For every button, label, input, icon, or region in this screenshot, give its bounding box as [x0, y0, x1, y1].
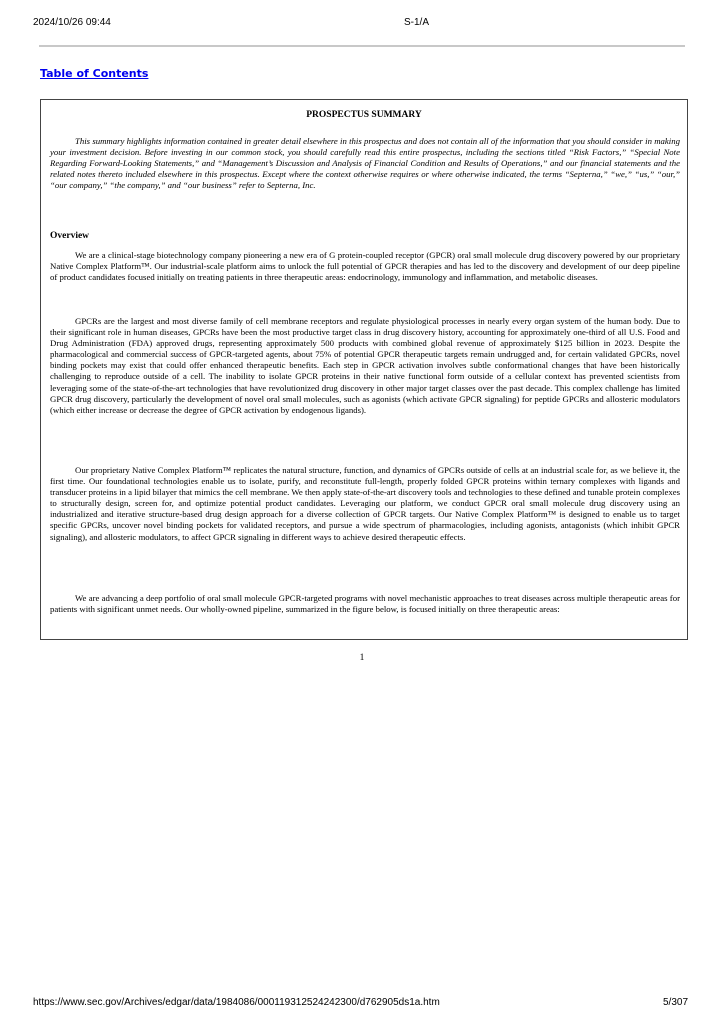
overview-heading: Overview	[50, 231, 90, 241]
overview-paragraph-1	[50, 250, 680, 283]
print-doc-title: S-1/A	[404, 17, 430, 28]
overview-paragraph-3	[50, 465, 680, 543]
paragraph-text: We are a clinical-stage biotechnology company pioneering a new era of G protein-coupled receptor (GPCR) oral small molecule drug discovery powered by our proprietary Native Complex Platform™. Our industrial-scale platform aims to unlock the full potential of GPCR therapies and has led to the discovery and development of our deep pipeline of product candidates focused initially on treating patients in three therapeutic areas: endocrinology, immunology and inflammation, and metabolic diseases.	[50, 250, 680, 283]
table-of-contents-link[interactable]: Table of Contents	[40, 67, 149, 80]
section-title: PROSPECTUS SUMMARY	[306, 110, 422, 120]
page-number: 1	[359, 653, 365, 663]
intro-text: This summary highlights information contained in greater detail elsewhere in this prospectus and does not contain all of the information that you should consider in making your investment decision. Before investing in our common stock, you should carefully read this entire prospectus, including the sections titled “Risk Factors,” “Special Note Regarding Forward-Looking Statements,” and “Management’s Discussion and Analysis of Financial Condition and Results of Operations,” and our financial statements and the related notes thereto included elsewhere in this prospectus. Except where the context otherwise requires or where otherwise indicated, the terms “Septerna,” “we,” “us,” “our,” “our company,” “the company,” and “our business” refer to Septerna, Inc.	[50, 136, 680, 191]
print-timestamp: 2024/10/26 09:44	[33, 17, 111, 28]
paragraph-text: Our proprietary Native Complex Platform™ replicates the natural structure, function, and dynamics of GPCRs outside of cells at an industrial scale for, as we believe it, the first time. Our foundational technologies enable us to isolate, purify, and reconstitute full-length, properly folded GPCR proteins within ternary complexes with ligands and transducer proteins in a lipid bilayer that mimics the cell membrane. We then apply state-of-the-art discovery tools and technologies to these defined and tunable protein complexes to structurally design, screen for, and optimize potential product candidates. Leveraging our platform, we conduct GPCR oral small molecule drug discovery using an industrialized and iterative structure-based drug design approach for a diverse collection of GPCR targets. Our Native Complex Platform™ is designed to enable us to target specific GPCRs, uncover novel binding pockets for validated receptors, and pursue a wide spectrum of pharmacologies, including agonists, antagonists (which inhibit GPCR signaling), and allosteric modulators, to affect GPCR signaling in different ways to achieve desired therapeutic effects.	[50, 465, 680, 542]
paragraph-text: We are advancing a deep portfolio of oral small molecule GPCR-targeted programs with novel mechanistic approaches to treat diseases across multiple therapeutic areas for patients with significant unmet needs. Our wholly-owned pipeline, summarized in the figure below, is focused initially on three therapeutic areas:	[50, 593, 680, 615]
overview-paragraph-4	[50, 593, 680, 615]
intro-paragraph	[50, 136, 680, 191]
overview-paragraph-2	[50, 316, 680, 416]
top-divider	[39, 45, 685, 47]
paragraph-text: GPCRs are the largest and most diverse family of cell membrane receptors and regulate physiological processes in nearly every organ system of the human body. Due to their significant role in human diseases, GPCRs have been the most productive target class in drug discovery history, accounting for approximately one-third of all U.S. Food and Drug Administration (FDA) approved drugs, representing approximately 500 products with combined global revenue of approximately $125 billion in 2023. Despite the pharmacological and commercial success of GPCR-targeted agents, about 75% of potential GPCR therapeutic targets remain undrugged and, for certain validated GPCRs, novel binding pockets may exist that could offer enhanced therapeutic benefits. Each step in GPCR activation involves subtle conformational changes that have been historically challenging to reproduce outside of a cell. The inability to isolate GPCR proteins in their native functional form outside of a cellular context has prevented scientists from leveraging some of the state-of-the-art technologies that have revolutionized drug discovery in other major target classes over the past decade. This complex challenge has limited GPCR drug discovery, particularly the development of novel oral small molecules, such as agonists (which activate GPCR signaling) for peptide GPCRs and allosteric modulators (which either increase or decrease the degree of GPCR activation by endogenous ligands).	[50, 316, 680, 415]
print-page-count: 5/307	[663, 997, 689, 1008]
print-url: https://www.sec.gov/Archives/edgar/data/1984086/000119312524242300/d762905ds1a.htm	[33, 997, 440, 1008]
